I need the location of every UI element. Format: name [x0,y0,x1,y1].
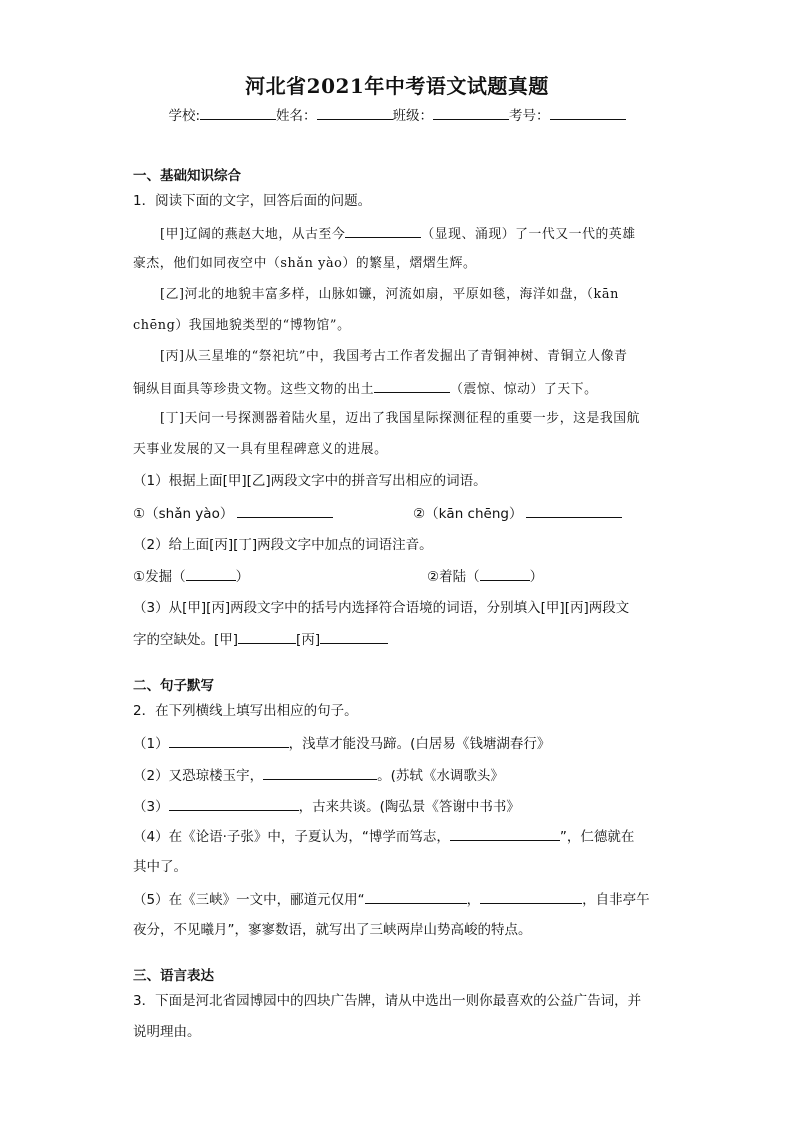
answer-blank[interactable] [320,629,388,644]
answer-label: ） [235,569,250,585]
item-text: 。(苏轼《水调歌头》 [377,768,504,784]
sub-question-2: （2）给上面[丙][丁]两段文字中加点的词语注音。 [133,537,433,553]
sub-question-3-line2 [133,629,388,650]
passage-text: 铜纵目面具等珍贵文物。这些文物的出土 [133,382,375,397]
passage-bing-line1: [丙]从三星堆的“祭祀坑”中，我国考古工作者发掘出了青铜神树、青铜立人像青 [160,349,628,364]
exam-no-field[interactable] [550,105,626,120]
passage-bing-line2 [133,378,598,400]
section-heading: 二、句子默写 [133,678,214,694]
answer-row-1a [133,503,333,524]
recite-item-2 [133,765,504,786]
item-text: ，古来共谈。(陶弘景《答谢中书书》 [298,799,520,815]
name-label: 姓名： [276,108,317,124]
answer-blank[interactable] [480,566,530,581]
question-stem-line2: 说明理由。 [133,1024,201,1040]
question-stem: 1．阅读下面的文字，回答后面的问题。 [133,193,372,209]
answer-label: ②（kān chēng） [413,506,523,522]
item-text: ，浅草才能没马蹄。(白居易《钱塘湖春行》 [288,736,551,752]
item-text: ， [466,892,481,908]
answer-blank[interactable] [186,566,236,581]
school-field[interactable] [200,105,276,120]
item-text: ，自非亭午 [582,892,650,908]
answer-label: ①发掘（ [133,569,186,585]
passage-jia-line2: 豪杰，他们如同夜空中（shǎn yào）的繁星，熠熠生辉。 [133,256,477,271]
answer-row-1b [413,503,622,524]
item-label: （3） [133,799,169,815]
page-title: 河北省2021年中考语文试题真题 [245,74,549,98]
blank-line[interactable] [345,223,421,238]
recite-item-4 [133,826,634,847]
passage-text: （震惊、惊动）了天下。 [450,382,598,397]
answer-blank[interactable] [480,889,582,904]
answer-blank[interactable] [169,796,299,811]
recite-item-5-cont: 夜分，不见曦月”，寥寥数语，就写出了三峡两岸山势高峻的特点。 [133,922,532,938]
item-label: （1） [133,736,169,752]
answer-label: ） [529,569,544,585]
answer-label: ②着陆（ [427,569,480,585]
answer-label: ①（shǎn yào） [133,506,234,522]
answer-blank[interactable] [365,889,467,904]
name-field[interactable] [317,105,393,120]
passage-text: [甲]辽阔的燕赵大地，从古至今 [160,227,346,242]
passage-ding-line2: 天事业发展的又一具有里程碑意义的进展。 [133,442,388,457]
answer-row-2a [133,566,249,587]
answer-blank[interactable] [450,826,560,841]
passage-yi-line1: [乙]河北的地貌丰富多样，山脉如镰，河流如扇，平原如毯，海洋如盘，（kān [160,287,619,302]
section-heading: 一、基础知识综合 [133,168,241,184]
recite-item-3 [133,796,520,817]
class-field[interactable] [433,105,509,120]
answer-row-2b [427,566,543,587]
item-text: （4）在《论语·子张》中，子夏认为，“博学而笃志， [133,829,450,845]
question-stem-line1: 3．下面是河北省园博园中的四块广告牌，请从中选出一则你最喜欢的公益广告词，并 [133,993,642,1009]
section-heading: 三、语言表达 [133,968,214,984]
answer-label: 字的空缺处。[甲] [133,632,239,648]
sub-question-1: （1）根据上面[甲][乙]两段文字中的拼音写出相应的词语。 [133,473,487,489]
answer-blank[interactable] [238,629,296,644]
student-info-row [0,104,794,124]
exam-no-label: 考号： [509,108,550,124]
answer-label: [丙] [296,632,321,648]
sub-question-3-line1: （3）从[甲][丙]两段文字中的括号内选择符合语境的词语，分别填入[甲][丙]两段文 [133,600,630,616]
item-text: （2）又恐琼楼玉宇， [133,768,264,784]
class-label: 班级： [392,108,434,124]
recite-item-4-cont: 其中了。 [133,859,187,875]
passage-text: （显现、涌现）了一代又一代的英雄 [421,227,636,242]
recite-item-1 [133,733,550,754]
question-stem: 2．在下列横线上填写出相应的句子。 [133,703,358,719]
blank-line[interactable] [374,378,450,393]
passage-jia-line1 [160,223,636,245]
item-text: ”，仁德就在 [559,829,635,845]
passage-yi-line2: chēng）我国地貌类型的“博物馆”。 [133,318,351,333]
school-label: 学校: [168,108,201,124]
item-text: （5）在《三峡》一文中，郦道元仅用“ [133,892,365,908]
answer-blank[interactable] [526,503,622,518]
answer-blank[interactable] [263,765,377,780]
passage-ding-line1: [丁]天问一号探测器着陆火星，迈出了我国星际探测征程的重要一步，这是我国航 [160,411,641,426]
answer-blank[interactable] [169,733,289,748]
answer-blank[interactable] [237,503,333,518]
recite-item-5 [133,889,650,910]
